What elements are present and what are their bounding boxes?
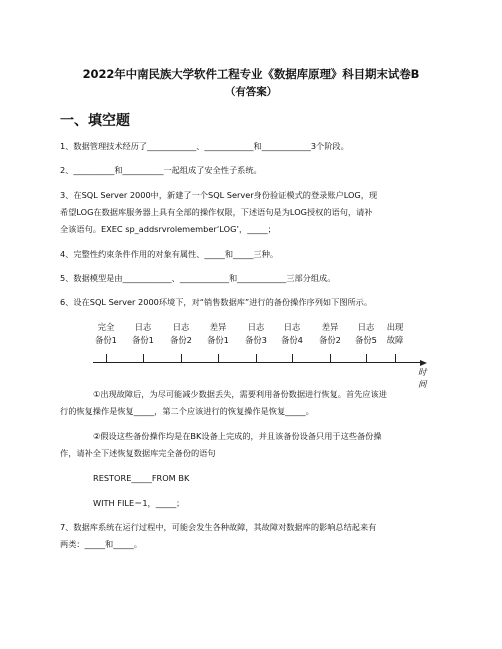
question-6-part2-line-1: ②假设这些备份操作均是在BK设备上完成的，并且该备份设备只用于这些备份操 bbox=[93, 431, 382, 441]
timeline-event-tick bbox=[292, 354, 293, 362]
timeline-event-tick bbox=[143, 354, 144, 362]
question-3-line-3: 全该语句。EXEC sp_addsrvrolemember‘LOG’，_____； bbox=[60, 224, 276, 234]
section-heading: 一、填空题 bbox=[60, 113, 130, 129]
timeline-event-label-bottom: 故障 bbox=[386, 335, 404, 345]
question-6-part1-line-1: ①出现故障后，为尽可能减少数据丢失，需要利用备份数据进行恢复。首先应该进 bbox=[93, 389, 387, 399]
question-7-line-1: 7、数据库系统在运行过程中，可能会发生各种故障，其故障对数据库的影响总结起来有 bbox=[60, 522, 377, 532]
timeline-event-label-bottom: 备份2 bbox=[319, 335, 341, 345]
timeline-event-label-top: 完全 bbox=[97, 322, 115, 332]
timeline-event-label-top: 差异 bbox=[209, 322, 227, 332]
question-6-intro: 6、设在SQL Server 2000环境下，对“销售数据库”进行的备份操作序列如下图所示。 bbox=[60, 297, 373, 307]
timeline-event-label-bottom: 备份1 bbox=[207, 335, 229, 345]
timeline-axis-label: 时间 bbox=[418, 368, 427, 390]
timeline-event-label-top: 日志 bbox=[247, 322, 265, 332]
timeline-event-label-bottom: 备份5 bbox=[355, 335, 377, 345]
timeline-event-label-top: 日志 bbox=[134, 322, 152, 332]
timeline-event-label-bottom: 备份1 bbox=[95, 335, 117, 345]
question-4: 4、完整性约束条件作用的对象有属性、_____和_____三种。 bbox=[60, 249, 279, 259]
question-3-line-1: 3、在SQL Server 2000中，新建了一个SQL Server身份验证模式的登录账户LOG，现 bbox=[60, 190, 378, 200]
document-title: 2022年中南民族大学软件工程专业《数据库原理》科目期末试卷B bbox=[82, 67, 420, 81]
question-1: 1、数据管理技术经历了____________、____________和____________3个阶段。 bbox=[60, 141, 349, 151]
document-subtitle: （有答案） bbox=[225, 86, 277, 98]
timeline-event-tick bbox=[256, 354, 257, 362]
timeline-event-tick bbox=[106, 354, 107, 362]
question-7-line-2: 两类：_____和_____。 bbox=[60, 539, 142, 549]
question-5: 5、数据模型是由____________、____________和____________三部分组成。 bbox=[60, 273, 336, 283]
question-3-line-2: 希望LOG在数据库服务器上具有全部的操作权限，下述语句是为LOG授权的语句，请补 bbox=[60, 207, 373, 217]
timeline-event-label-top: 日志 bbox=[172, 322, 190, 332]
question-6-part1-line-2: 行的恢复操作是恢复_____，第二个应该进行的恢复操作是恢复_____。 bbox=[60, 406, 314, 416]
timeline-arrow-icon bbox=[420, 360, 427, 366]
timeline-event-tick bbox=[330, 354, 331, 362]
question-6-part2-line-2: 作，请补全下述恢复数据库完全备份的语句 bbox=[60, 448, 216, 458]
timeline-event-tick bbox=[395, 354, 396, 362]
timeline-event-label-bottom: 备份1 bbox=[132, 335, 154, 345]
question-6-code-line-1: RESTORE_____FROM BK bbox=[93, 473, 190, 483]
timeline-event-label-bottom: 备份4 bbox=[281, 335, 303, 345]
question-2: 2、__________和__________一起组成了安全性子系统。 bbox=[60, 165, 262, 175]
timeline-event-tick bbox=[218, 354, 219, 362]
timeline-event-label-top: 差异 bbox=[321, 322, 339, 332]
timeline-axis bbox=[93, 362, 420, 363]
timeline-event-label-top: 日志 bbox=[283, 322, 301, 332]
timeline-event-label-top: 日志 bbox=[357, 322, 375, 332]
timeline-event-tick bbox=[181, 354, 182, 362]
timeline-event-label-bottom: 备份3 bbox=[245, 335, 267, 345]
timeline-event-tick bbox=[366, 354, 367, 362]
timeline-event-label-top: 出现 bbox=[386, 322, 404, 332]
question-6-code-line-2: WITH FILE＝1，_____； bbox=[93, 498, 185, 508]
timeline-event-label-bottom: 备份2 bbox=[170, 335, 192, 345]
